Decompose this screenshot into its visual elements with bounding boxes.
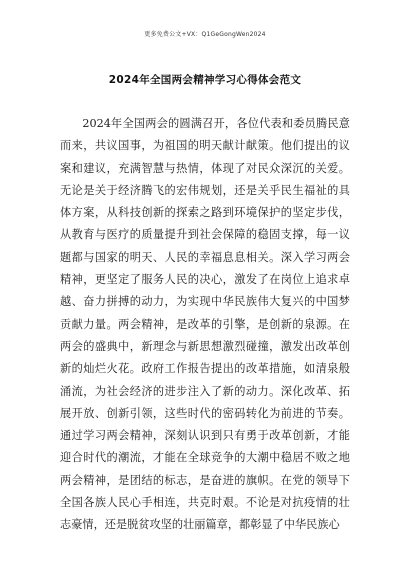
document-title: 2024年全国两会精神学习心得体会范文 — [108, 74, 302, 86]
document-body — [60, 113, 350, 537]
header-note: 更多免费公文+VX：Q1GeGongWen2024 — [144, 31, 266, 38]
body-paragraph: 2024年全国两会的圆满召开，各位代表和委员腾民意而来，共议国事，为祖国的明天献计献策。他们提出的议案和建议，充满智慧与热情，体现了对民众深沉的关爱。无论是关于经济腾飞的宏伟规划，还是关乎民生福祉的具体方案，从科技创新的探索之路到环境保护的坚定步伐，从教育与医疗的质量提升到社会保障的稳固支撑，每一议题都与国家的明天、人民的幸福息息相关。深入学习两会精神，更坚定了服务人民的决心，激发了在岗位上追求卓越、奋力拼搏的动力，为实现中华民族伟大复兴的中国梦贡献力量。两会精神，是改革的引擎，是创新的泉源。在两会的盛典中，新理念与新思想激烈碰撞，激发出改革创新的灿烂火花。政府工作报告提出的改革措施，如清泉般涌流，为社会经济的进步注入了新的动力。深化改革、拓展开放、创新引领，这些时代的密码转化为前进的节奏。通过学习两会精神，深刻认识到只有勇于改革创新，才能迎合时代的潮流，才能在全球竞争的大潮中稳居不败之地两会精神，是团结的标志，是奋进的旗帜。在党的领导下全国各族人民心手相连，共克时艰。不论是对抗疫情的壮志豪情，还是脱贫攻坚的壮丽篇章，都彰显了中华民族心 — [60, 117, 350, 532]
